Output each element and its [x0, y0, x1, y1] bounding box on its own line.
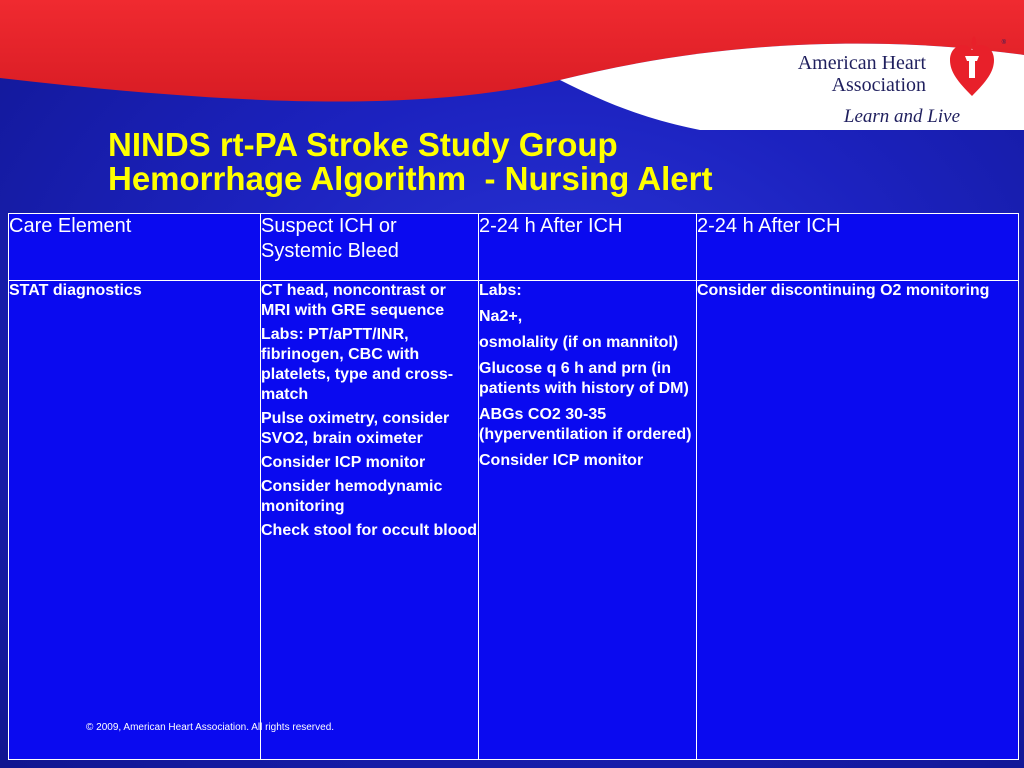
list-item: Pulse oximetry, consider SVO2, brain oximeter — [261, 410, 450, 447]
list-item: Consider discontinuing O2 monitoring — [697, 282, 990, 299]
logo-tagline: Learn and Live — [843, 106, 960, 127]
list-item: ABGs CO2 30-35 (hyperventilation if ordered) — [479, 406, 692, 443]
list-item: Check stool for occult blood — [261, 522, 478, 539]
list-item: Labs: PT/aPTT/INR, fibrinogen, CBC with platelets, type and cross-match — [261, 326, 454, 403]
header-care-element: Care Element — [9, 214, 261, 281]
copyright-footer: © 2009, American Heart Association. All rights reserved. — [86, 722, 335, 733]
logo-text-line1: American Heart — [797, 52, 926, 74]
title-line2: Hemorrhage Algorithm - Nursing Alert — [108, 160, 713, 197]
list-item: Na2+, — [479, 308, 523, 325]
list-item: osmolality (if on mannitol) — [479, 334, 679, 351]
list-item: Consider ICP monitor — [261, 454, 426, 471]
header-after-ich-2: 2-24 h After ICH — [697, 214, 1019, 281]
trademark-symbol: ® — [1001, 40, 1006, 46]
cell-suspect-ich — [261, 281, 479, 760]
heart-torch-icon — [948, 34, 996, 100]
cell-after-ich-2 — [697, 281, 1019, 760]
list-item: Consider hemodynamic monitoring — [261, 478, 443, 515]
slide-title — [108, 128, 712, 196]
header-suspect-ich: Suspect ICH or Systemic Bleed — [261, 214, 479, 281]
title-line1: NINDS rt-PA Stroke Study Group — [108, 126, 618, 163]
cell-after-ich-1 — [479, 281, 697, 760]
logo-text-line2: Association — [831, 74, 926, 96]
aha-logo — [790, 42, 1010, 132]
list-item: CT head, noncontrast or MRI with GRE sequence — [261, 282, 446, 319]
algorithm-table — [8, 213, 1019, 760]
care-element-text: STAT diagnostics — [9, 282, 142, 299]
header-after-ich-1: 2-24 h After ICH — [479, 214, 697, 281]
cell-care-element — [9, 281, 261, 760]
table-header-row — [9, 214, 1019, 281]
table-row — [9, 281, 1019, 760]
list-item: Consider ICP monitor — [479, 452, 644, 469]
list-item: Labs: — [479, 282, 522, 299]
list-item: Glucose q 6 h and prn (in patients with history of DM) — [479, 360, 689, 397]
